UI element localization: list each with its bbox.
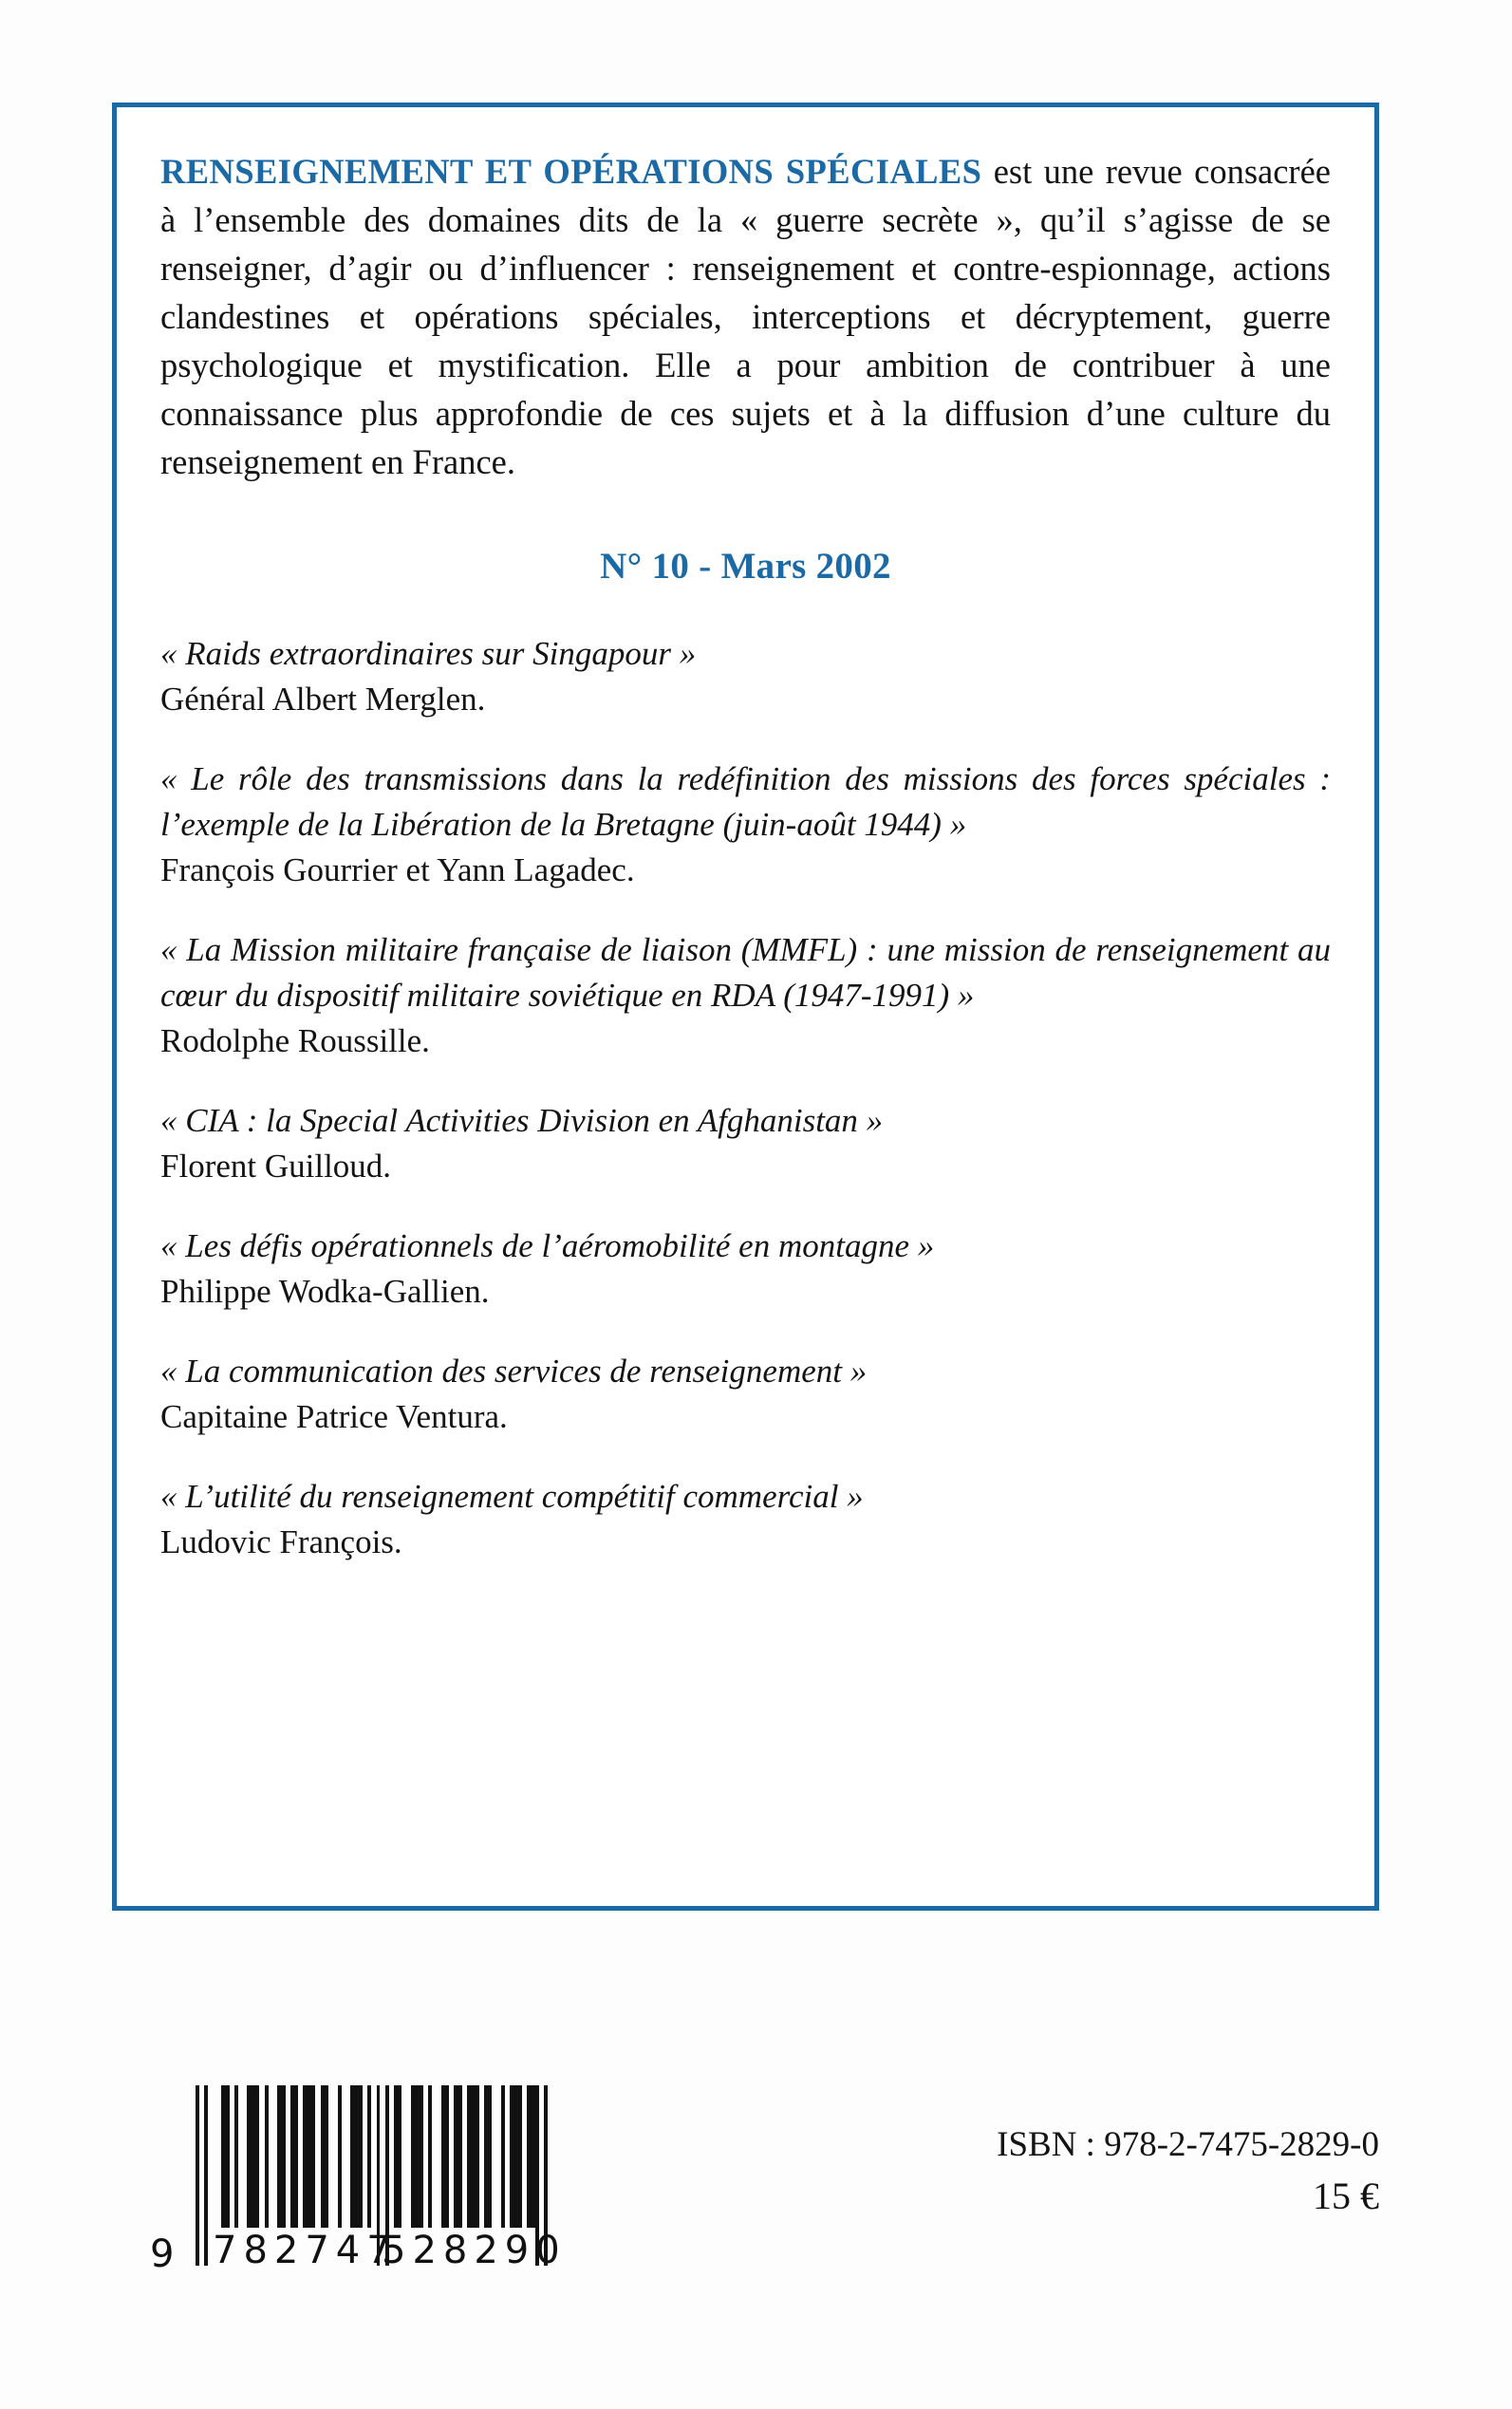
article-author: Philippe Wodka-Gallien.	[160, 1273, 490, 1310]
content-frame	[112, 103, 1379, 1911]
barcode	[150, 2085, 567, 2276]
article-entry	[160, 756, 1331, 893]
article-entry	[160, 927, 1331, 1064]
article-title: « La Mission militaire française de liaison (MMFL) : une mission de renseignement au cœur du dispositif militaire soviétique en RDA (1947-1991) »	[160, 931, 1331, 1014]
isbn-text: ISBN : 978-2-7475-2829-0	[997, 2125, 1379, 2164]
barcode-digits-left: 782747	[213, 2229, 398, 2272]
article-title: « L’utilité du renseignement compétitif commercial »	[160, 1478, 864, 1515]
journal-description-text: est une revue consacrée à l’ensemble des domaines dits de la « guerre secrète », qu’il s’agisse de se renseigner, d’agir ou d’influencer : renseignement et contre-espionnage, actions clandestines et opérations spéciales, interceptions et décryptement, guerre psychologique et mystification. Elle a pour ambition de contribuer à une connaissance plus approfondie de ces sujets et à la diffusion d’une culture du renseignement en France.	[160, 152, 1331, 481]
article-entry	[160, 1098, 1331, 1189]
journal-title: RENSEIGNEMENT ET OPÉRATIONS SPÉCIALES	[160, 152, 982, 191]
footer-area	[0, 2064, 1512, 2349]
article-entry	[160, 1349, 1331, 1440]
article-title: « Les défis opérationnels de l’aéromobilité en montagne »	[160, 1227, 935, 1264]
frame-inner	[160, 147, 1331, 1879]
article-author: Ludovic François.	[160, 1523, 402, 1560]
barcode-lead-digit: 9	[150, 2232, 175, 2276]
article-title: « Raids extraordinaires sur Singapour »	[160, 635, 697, 672]
barcode-digits-right: 528290	[382, 2229, 567, 2272]
journal-description	[160, 147, 1331, 486]
article-title: « CIA : la Special Activities Division en Afghanistan »	[160, 1102, 884, 1139]
article-title: « La communication des services de renseignement »	[160, 1353, 868, 1390]
issue-heading: N° 10 - Mars 2002	[600, 546, 891, 587]
barcode-digits	[196, 2228, 567, 2273]
article-entry	[160, 631, 1331, 722]
article-author: Rodolphe Roussille.	[160, 1022, 430, 1059]
article-list	[160, 631, 1331, 1565]
article-title: « Le rôle des transmissions dans la redéfinition des missions des forces spéciales : l’exemple de la Libération de la Bretagne (juin-août 1944) »	[160, 760, 1331, 843]
barcode-bars	[196, 2085, 549, 2228]
article-author: François Gourrier et Yann Lagadec.	[160, 851, 635, 888]
article-author: Général Albert Merglen.	[160, 681, 486, 718]
price-text: 15 €	[1313, 2175, 1379, 2217]
article-author: Capitaine Patrice Ventura.	[160, 1398, 508, 1435]
article-entry	[160, 1223, 1331, 1315]
article-entry	[160, 1474, 1331, 1565]
isbn-price-block	[997, 2121, 1379, 2224]
article-author: Florent Guilloud.	[160, 1148, 392, 1185]
